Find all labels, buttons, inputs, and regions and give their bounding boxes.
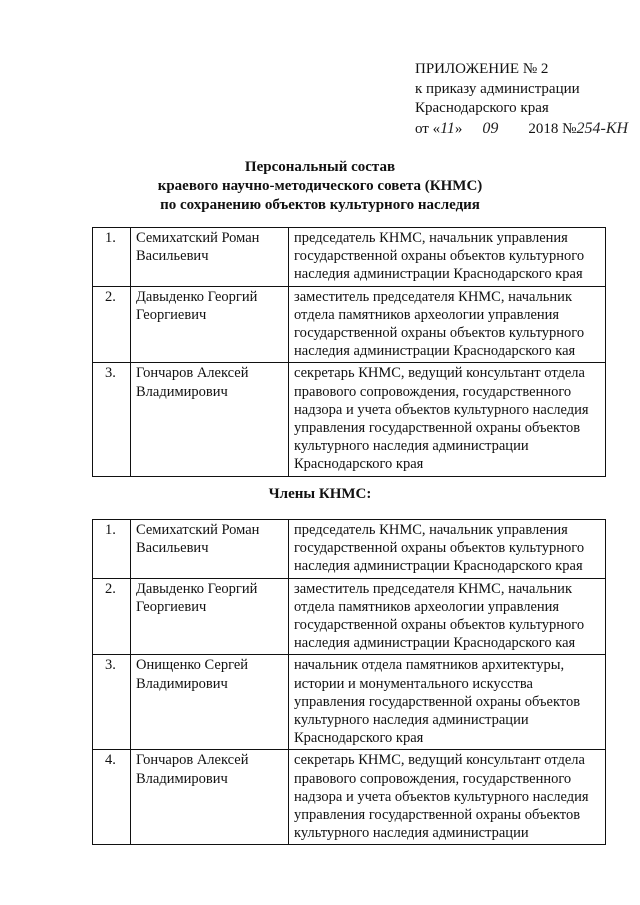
heading-line-2: краевого научно-методического совета (КНМС) [157, 178, 483, 194]
person-name: Онищенко Сергей Владимирович [131, 655, 289, 750]
row-number: 3. [93, 655, 131, 750]
date-mid: » [454, 120, 463, 137]
members-heading: Члены КНМС: [268, 486, 372, 502]
appendix-title: ПРИЛОЖЕНИЕ № 2 [415, 61, 549, 77]
row-number: 4. [93, 750, 131, 845]
members-table [92, 519, 606, 845]
date-number: 254-КН [576, 119, 628, 137]
row-number: 1. [93, 228, 131, 287]
row-number: 1. [93, 520, 131, 579]
date-month: 09 [482, 119, 499, 137]
table-row [93, 520, 606, 579]
person-role: начальник отдела памятников архитектуры, истории и монументального искусства управления государственной охраны объектов культурного наследия администрации Краснодарского края [289, 655, 606, 750]
date-day: 11 [440, 119, 455, 137]
person-role: секретарь КНМС, ведущий консультант отдела правового сопровождения, государственного надзора и учета объектов культурного наследия управления государственной охраны объектов культурного наследия администрации Краснодарского края [289, 363, 606, 476]
row-number: 2. [93, 286, 131, 363]
table-row [93, 750, 606, 845]
person-role: председатель КНМС, начальник управления государственной охраны объектов культурного наследия администрации Краснодарского края [289, 520, 606, 579]
person-role: секретарь КНМС, ведущий консультант отдела правового сопровождения, государственного надзора и учета объектов культурного наследия управления государственной охраны объектов культурного наследия администрации [289, 750, 606, 845]
person-name: Семихатский Роман Васильевич [131, 228, 289, 287]
person-role: заместитель председателя КНМС, начальник отдела памятников археологии управления государственной охраны объектов культурного наследия администрации Краснодарского кая [289, 286, 606, 363]
table-row [93, 578, 606, 655]
person-name: Семихатский Роман Васильевич [131, 520, 289, 579]
row-number: 3. [93, 363, 131, 476]
heading-line-1: Персональный состав [244, 159, 396, 175]
date-year: 2018 № [528, 120, 577, 137]
person-role: заместитель председателя КНМС, начальник отдела памятников археологии управления государственной охраны объектов культурного наследия администрации Краснодарского кая [289, 578, 606, 655]
person-name: Гончаров Алексей Владимирович [131, 750, 289, 845]
appendix-order-line: к приказу администрации [415, 80, 580, 97]
table-row [93, 655, 606, 750]
row-number: 2. [93, 578, 131, 655]
date-prefix: от « [415, 120, 441, 137]
heading-line-3: по сохранению объектов культурного наследия [160, 197, 480, 213]
person-name: Давыденко Георгий Георгиевич [131, 286, 289, 363]
person-role: председатель КНМС, начальник управления государственной охраны объектов культурного наследия администрации Краснодарского края [289, 228, 606, 287]
person-name: Давыденко Георгий Георгиевич [131, 578, 289, 655]
appendix-region-line: Краснодарского края [415, 100, 549, 116]
person-name: Гончаров Алексей Владимирович [131, 363, 289, 476]
